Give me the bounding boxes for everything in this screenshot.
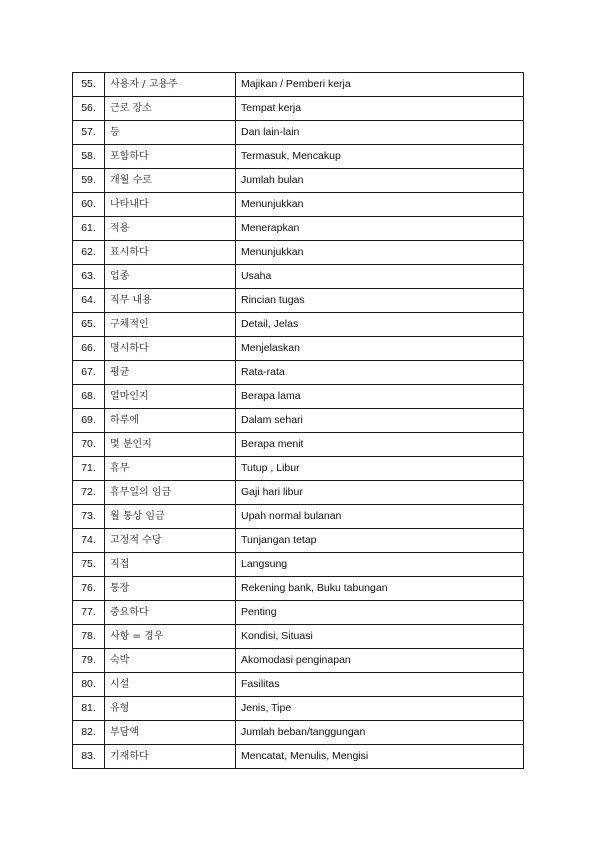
indonesian-translation: Majikan / Pemberi kerja [236,73,524,97]
entry-number: 74. [73,529,105,553]
indonesian-translation: Rekening bank, Buku tabungan [236,577,524,601]
table-row [73,457,524,481]
indonesian-translation: Kondisi, Situasi [236,625,524,649]
indonesian-translation: Rincian tugas [236,289,524,313]
indonesian-translation: Detail, Jelas [236,313,524,337]
entry-number: 76. [73,577,105,601]
vocabulary-table-body [73,73,524,769]
entry-number: 69. [73,409,105,433]
korean-term: 부담액 [105,721,236,745]
indonesian-translation: Tempat kerja [236,97,524,121]
korean-term: 개월 수로 [105,169,236,193]
table-row [73,217,524,241]
korean-term: 월 통상 임금 [105,505,236,529]
indonesian-translation: Jumlah bulan [236,169,524,193]
korean-term: 명시하다 [105,337,236,361]
table-row [73,577,524,601]
table-row [73,697,524,721]
entry-number: 82. [73,721,105,745]
entry-number: 79. [73,649,105,673]
korean-term: 근로 장소 [105,97,236,121]
table-row [73,601,524,625]
entry-number: 83. [73,745,105,769]
korean-term: 등 [105,121,236,145]
entry-number: 70. [73,433,105,457]
table-row [73,337,524,361]
korean-term: 얼마인지 [105,385,236,409]
indonesian-translation: Dan lain-lain [236,121,524,145]
korean-term: 숙박 [105,649,236,673]
indonesian-translation: Jenis, Tipe [236,697,524,721]
table-row [73,97,524,121]
entry-number: 57. [73,121,105,145]
table-row [73,745,524,769]
korean-term: 평균 [105,361,236,385]
korean-term: 하루에 [105,409,236,433]
entry-number: 68. [73,385,105,409]
indonesian-translation: Jumlah beban/tanggungan [236,721,524,745]
korean-term: 중요하다 [105,601,236,625]
korean-term: 직무 내용 [105,289,236,313]
table-row [73,673,524,697]
entry-number: 58. [73,145,105,169]
entry-number: 56. [73,97,105,121]
indonesian-translation: Langsung [236,553,524,577]
korean-term: 휴무 [105,457,236,481]
table-row [73,529,524,553]
korean-term: 시설 [105,673,236,697]
entry-number: 71. [73,457,105,481]
indonesian-translation: Berapa menit [236,433,524,457]
table-row [73,289,524,313]
vocabulary-table [72,72,524,769]
entry-number: 61. [73,217,105,241]
entry-number: 64. [73,289,105,313]
korean-term: 통장 [105,577,236,601]
korean-term: 몇 분인지 [105,433,236,457]
table-row [73,433,524,457]
indonesian-translation: Dalam sehari [236,409,524,433]
entry-number: 75. [73,553,105,577]
table-row [73,481,524,505]
table-row [73,385,524,409]
indonesian-translation: Menunjukkan [236,193,524,217]
table-row [73,169,524,193]
entry-number: 59. [73,169,105,193]
indonesian-translation: Gaji hari libur [236,481,524,505]
indonesian-translation: Fasilitas [236,673,524,697]
indonesian-translation: Mencatat, Menulis, Mengisi [236,745,524,769]
indonesian-translation: Menerapkan [236,217,524,241]
table-row [73,361,524,385]
korean-term: 구체적인 [105,313,236,337]
korean-term: 적용 [105,217,236,241]
table-row [73,121,524,145]
indonesian-translation: Tutup , Libur [236,457,524,481]
korean-term: 업종 [105,265,236,289]
table-row [73,625,524,649]
indonesian-translation: Rata-rata [236,361,524,385]
entry-number: 55. [73,73,105,97]
korean-term: 직접 [105,553,236,577]
entry-number: 66. [73,337,105,361]
entry-number: 60. [73,193,105,217]
korean-term: 사용자 / 고용주 [105,73,236,97]
korean-term: 고정적 수당 [105,529,236,553]
table-row [73,145,524,169]
entry-number: 67. [73,361,105,385]
indonesian-translation: Upah normal bulanan [236,505,524,529]
indonesian-translation: Berapa lama [236,385,524,409]
korean-term: 유형 [105,697,236,721]
indonesian-translation: Termasuk, Mencakup [236,145,524,169]
entry-number: 62. [73,241,105,265]
korean-term: 휴무일의 임금 [105,481,236,505]
table-row [73,721,524,745]
entry-number: 65. [73,313,105,337]
indonesian-translation: Menunjukkan [236,241,524,265]
entry-number: 77. [73,601,105,625]
table-row [73,505,524,529]
table-row [73,409,524,433]
indonesian-translation: Menjelaskan [236,337,524,361]
indonesian-translation: Akomodasi penginapan [236,649,524,673]
korean-term: 표시하다 [105,241,236,265]
entry-number: 80. [73,673,105,697]
indonesian-translation: Tunjangan tetap [236,529,524,553]
table-row [73,265,524,289]
table-row [73,313,524,337]
table-row [73,73,524,97]
entry-number: 63. [73,265,105,289]
entry-number: 81. [73,697,105,721]
korean-term: 사항 = 경우 [105,625,236,649]
korean-term: 나타내다 [105,193,236,217]
table-row [73,649,524,673]
indonesian-translation: Usaha [236,265,524,289]
table-row [73,193,524,217]
entry-number: 72. [73,481,105,505]
table-row [73,241,524,265]
table-row [73,553,524,577]
entry-number: 78. [73,625,105,649]
entry-number: 73. [73,505,105,529]
korean-term: 포함하다 [105,145,236,169]
korean-term: 기재하다 [105,745,236,769]
indonesian-translation: Penting [236,601,524,625]
